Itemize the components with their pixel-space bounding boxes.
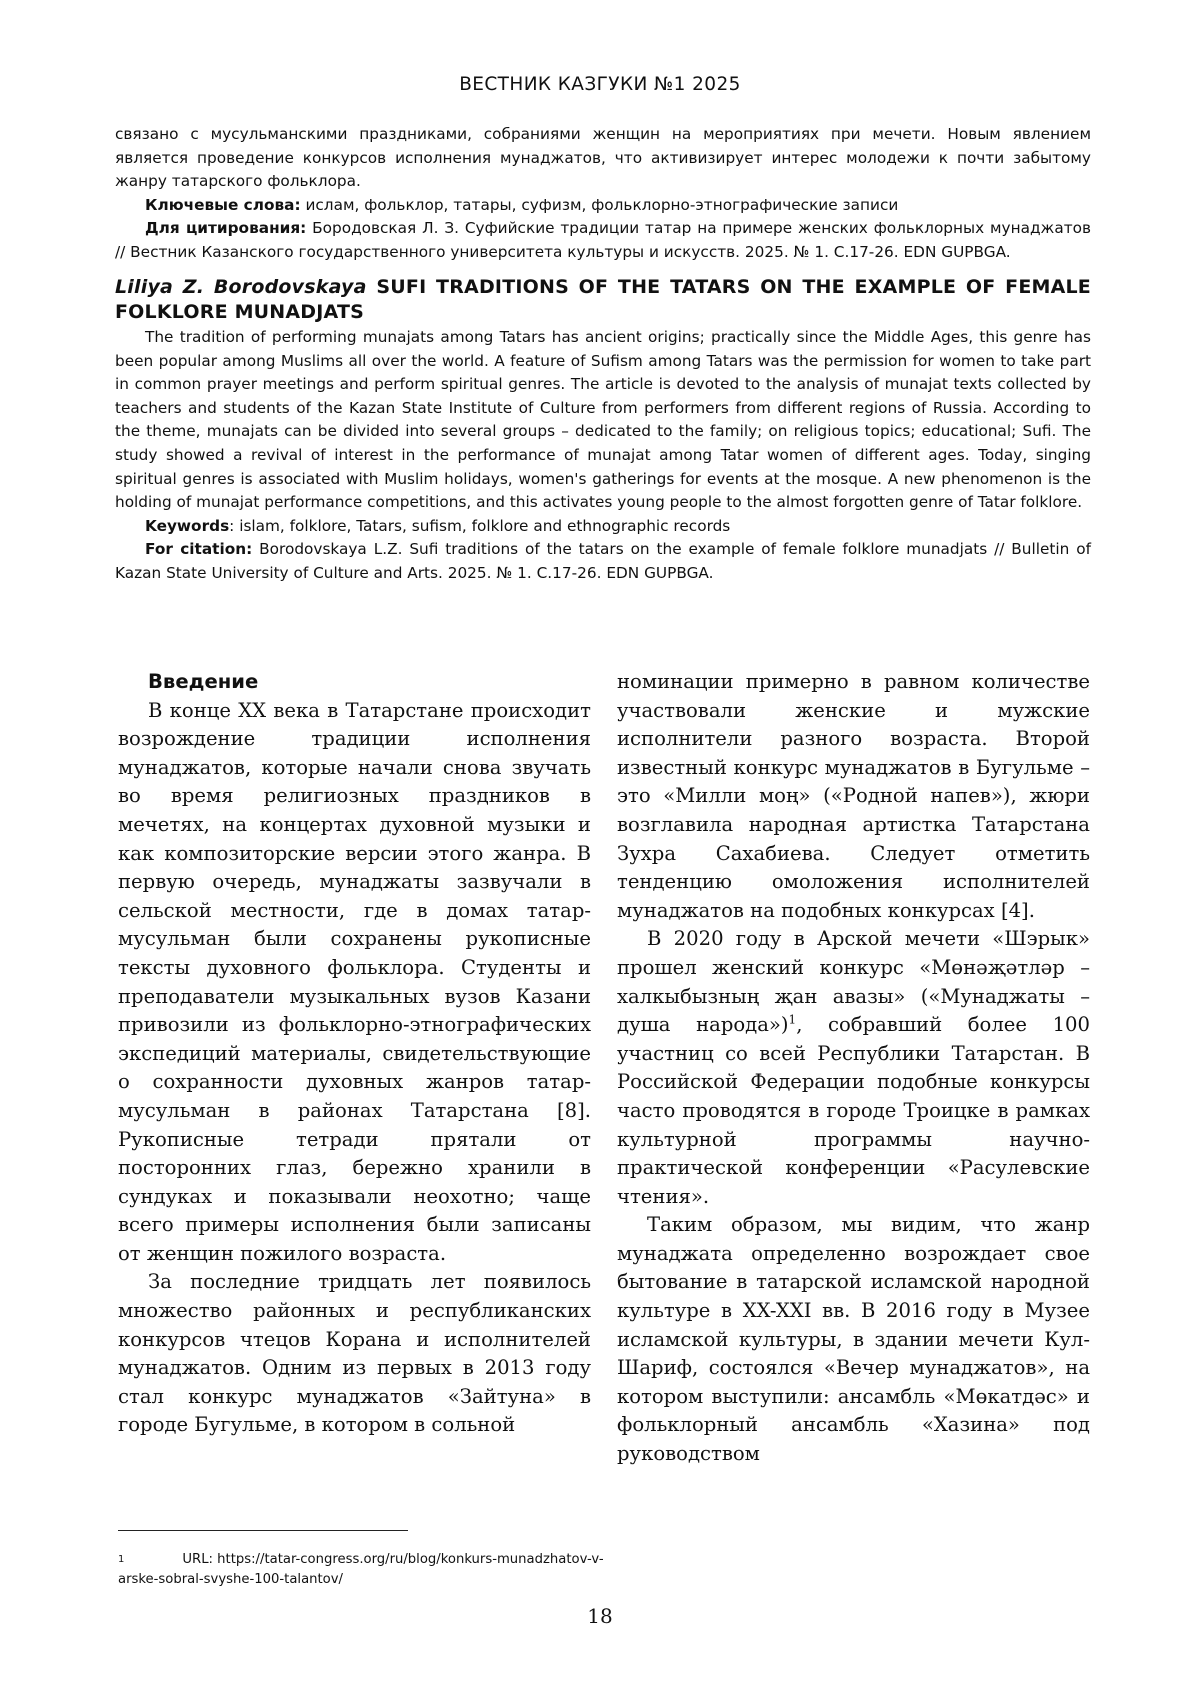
body-left-column (118, 668, 591, 1440)
body-paragraph: В конце XX века в Татарстане происходит возрождение традиции исполнения мунаджатов, которые начали снова звучать во время религиозных праздников в мечетях, на концертах духовной музыки и как композиторские версии этого жанра. В первую очередь, мунаджаты зазвучали в сельской местности, где в домах татар-мусульман были сохранены рукописные тексты духовного фольклора. Студенты и преподаватели музыкальных вузов Казани привозили из фольклорно-этнографических экспедиций материалы, свидетельствующие о сохранности духовных жанров татар-мусульман в районах Татарстана [8]. Рукописные тетради прятали от посторонних глаз, бережно хранили в сундуках и показывали неохотно; чаще всего примеры исполнения были записаны от женщин пожилого возраста. (118, 698, 591, 1265)
body-paragraph (617, 925, 1090, 1211)
en-keywords-label: Keywords (145, 516, 230, 535)
en-keywords-text: : islam, folklore, Tatars, sufism, folklore and ethnographic records (229, 516, 731, 535)
ru-citation-text: Бородовская Л. З. Суфийские традиции татар на примере женских фольклорных мунаджатов // Вестник Казанского государственного университета культуры и искусств. 2025. № 1. С.17-26. EDN GUPBGA. (115, 219, 1091, 261)
body-text: , собравший более 100 участниц со всей Республики Татарстан. В Российской Федерации подобные конкурсы часто проводятся в городе Троицке в рамках культурной программы научно-практической конференции «Расулевские чтения». (617, 1013, 1090, 1208)
body-paragraph: номинации примерно в равном количестве участвовали женские и мужские исполнители разного возраста. Второй известный конкурс мунаджатов в Бугульме – это «Милли моң» («Родной напев»), жюри возглавила народная артистка Татарстана Зухра Сахабиева. Следует отметить тенденцию омоложения исполнителей мунаджатов на подобных конкурсах [4]. (617, 670, 1090, 922)
body-right-column (617, 668, 1090, 1469)
ru-keywords-text: ислам, фольклор, татары, суфизм, фольклорно-этнографические записи (300, 195, 899, 214)
en-citation-label: For citation: (145, 540, 253, 559)
en-abstract (115, 275, 1091, 586)
footnote-number: 1 (118, 1554, 125, 1565)
en-article-title (115, 275, 1091, 325)
en-citation (115, 538, 1091, 585)
footnote (118, 1550, 638, 1590)
ru-citation (115, 217, 1091, 264)
body-paragraph: За последние тридцать лет появилось множество районных и республиканских конкурсов чтецов Корана и исполнителей мунаджатов. Одним из первых в 2013 году стал конкурс мунаджатов «Зайтуна» в городе Бугульме, в котором в сольной (118, 1270, 591, 1437)
en-citation-text: Borodovskaya L.Z. Sufi traditions of the tatars on the example of female folklore munadjats // Bulletin of Kazan State University of Culture and Arts. 2025. № 1. С.17-26. EDN GUPBGA. (115, 540, 1091, 582)
en-abstract-body: The tradition of performing munajats among Tatars has ancient origins; practically since the Middle Ages, this genre has been popular among Muslims all over the world. A feature of Sufism among Tatars was the permission for women to take part in common prayer meetings and perform spiritual genres. The article is devoted to the analysis of munajat texts collected by teachers and students of the Kazan State Institute of Culture from performers from different regions of Russia. According to the theme, munajats can be divided into several groups – dedicated to the family; on religious topics; educational; Sufi. The study showed a revival of interest in the performance of munajat among Tatar women of different ages. Today, singing spiritual genres is associated with Muslim holidays, women's gatherings for events at the mosque. A new phenomenon is the holding of munajat performance competitions, and this activates young people to the almost forgotten genre of Tatar folklore. (115, 328, 1091, 512)
journal-header: ВЕСТНИК КАЗГУКИ №1 2025 (459, 74, 741, 95)
section-title: Введение (148, 670, 259, 693)
ru-keywords-label: Ключевые слова: (145, 195, 301, 214)
footnote-ref[interactable]: 1 (788, 1012, 797, 1027)
ru-abstract-tail: связано с мусульманскими праздниками, собраниями женщин на мероприятиях при мечети. Новым явлением является проведение конкурсов исполнения мунаджатов, что активизирует интерес молодежи к почти забытому жанру татарского фольклора. (115, 125, 1091, 191)
footnote-link[interactable]: URL: https://tatar-congress.org/ru/blog/konkurs-munadzhatov-v-arske-sobral-svyshe-100-talantov/ (118, 1552, 604, 1587)
en-keywords (115, 515, 1091, 539)
footnote-divider (118, 1530, 408, 1531)
body-paragraph: Таким образом, мы видим, что жанр мунаджата определенно возрождает свое бытование в татарской исламской народной культуре в XX-XXI вв. В 2016 году в Музее исламской культуры, в здании мечети Кул-Шариф, состоялся «Вечер мунаджатов», на котором выступили: ансамбль «Мөкатдәс» и фольклорный ансамбль «Хазина» под руководством (617, 1213, 1090, 1466)
ru-abstract (115, 123, 1091, 265)
en-author: Liliya Z. Borodovskaya (115, 276, 367, 298)
ru-citation-label: Для цитирования: (145, 219, 307, 238)
page-number: 18 (587, 1604, 613, 1628)
en-title-text: SUFI TRADITIONS OF THE TATARS ON THE EXAMPLE OF FEMALE FOLKLORE MUNADJATS (115, 276, 1091, 323)
ru-keywords (115, 194, 1091, 218)
body-text: В 2020 году в Арской мечети «Шэрык» прошел женский конкурс «Мөнәҗәтләр – халкыбызның җан авазы» («Мунаджаты – душа народа») (617, 927, 1090, 1037)
